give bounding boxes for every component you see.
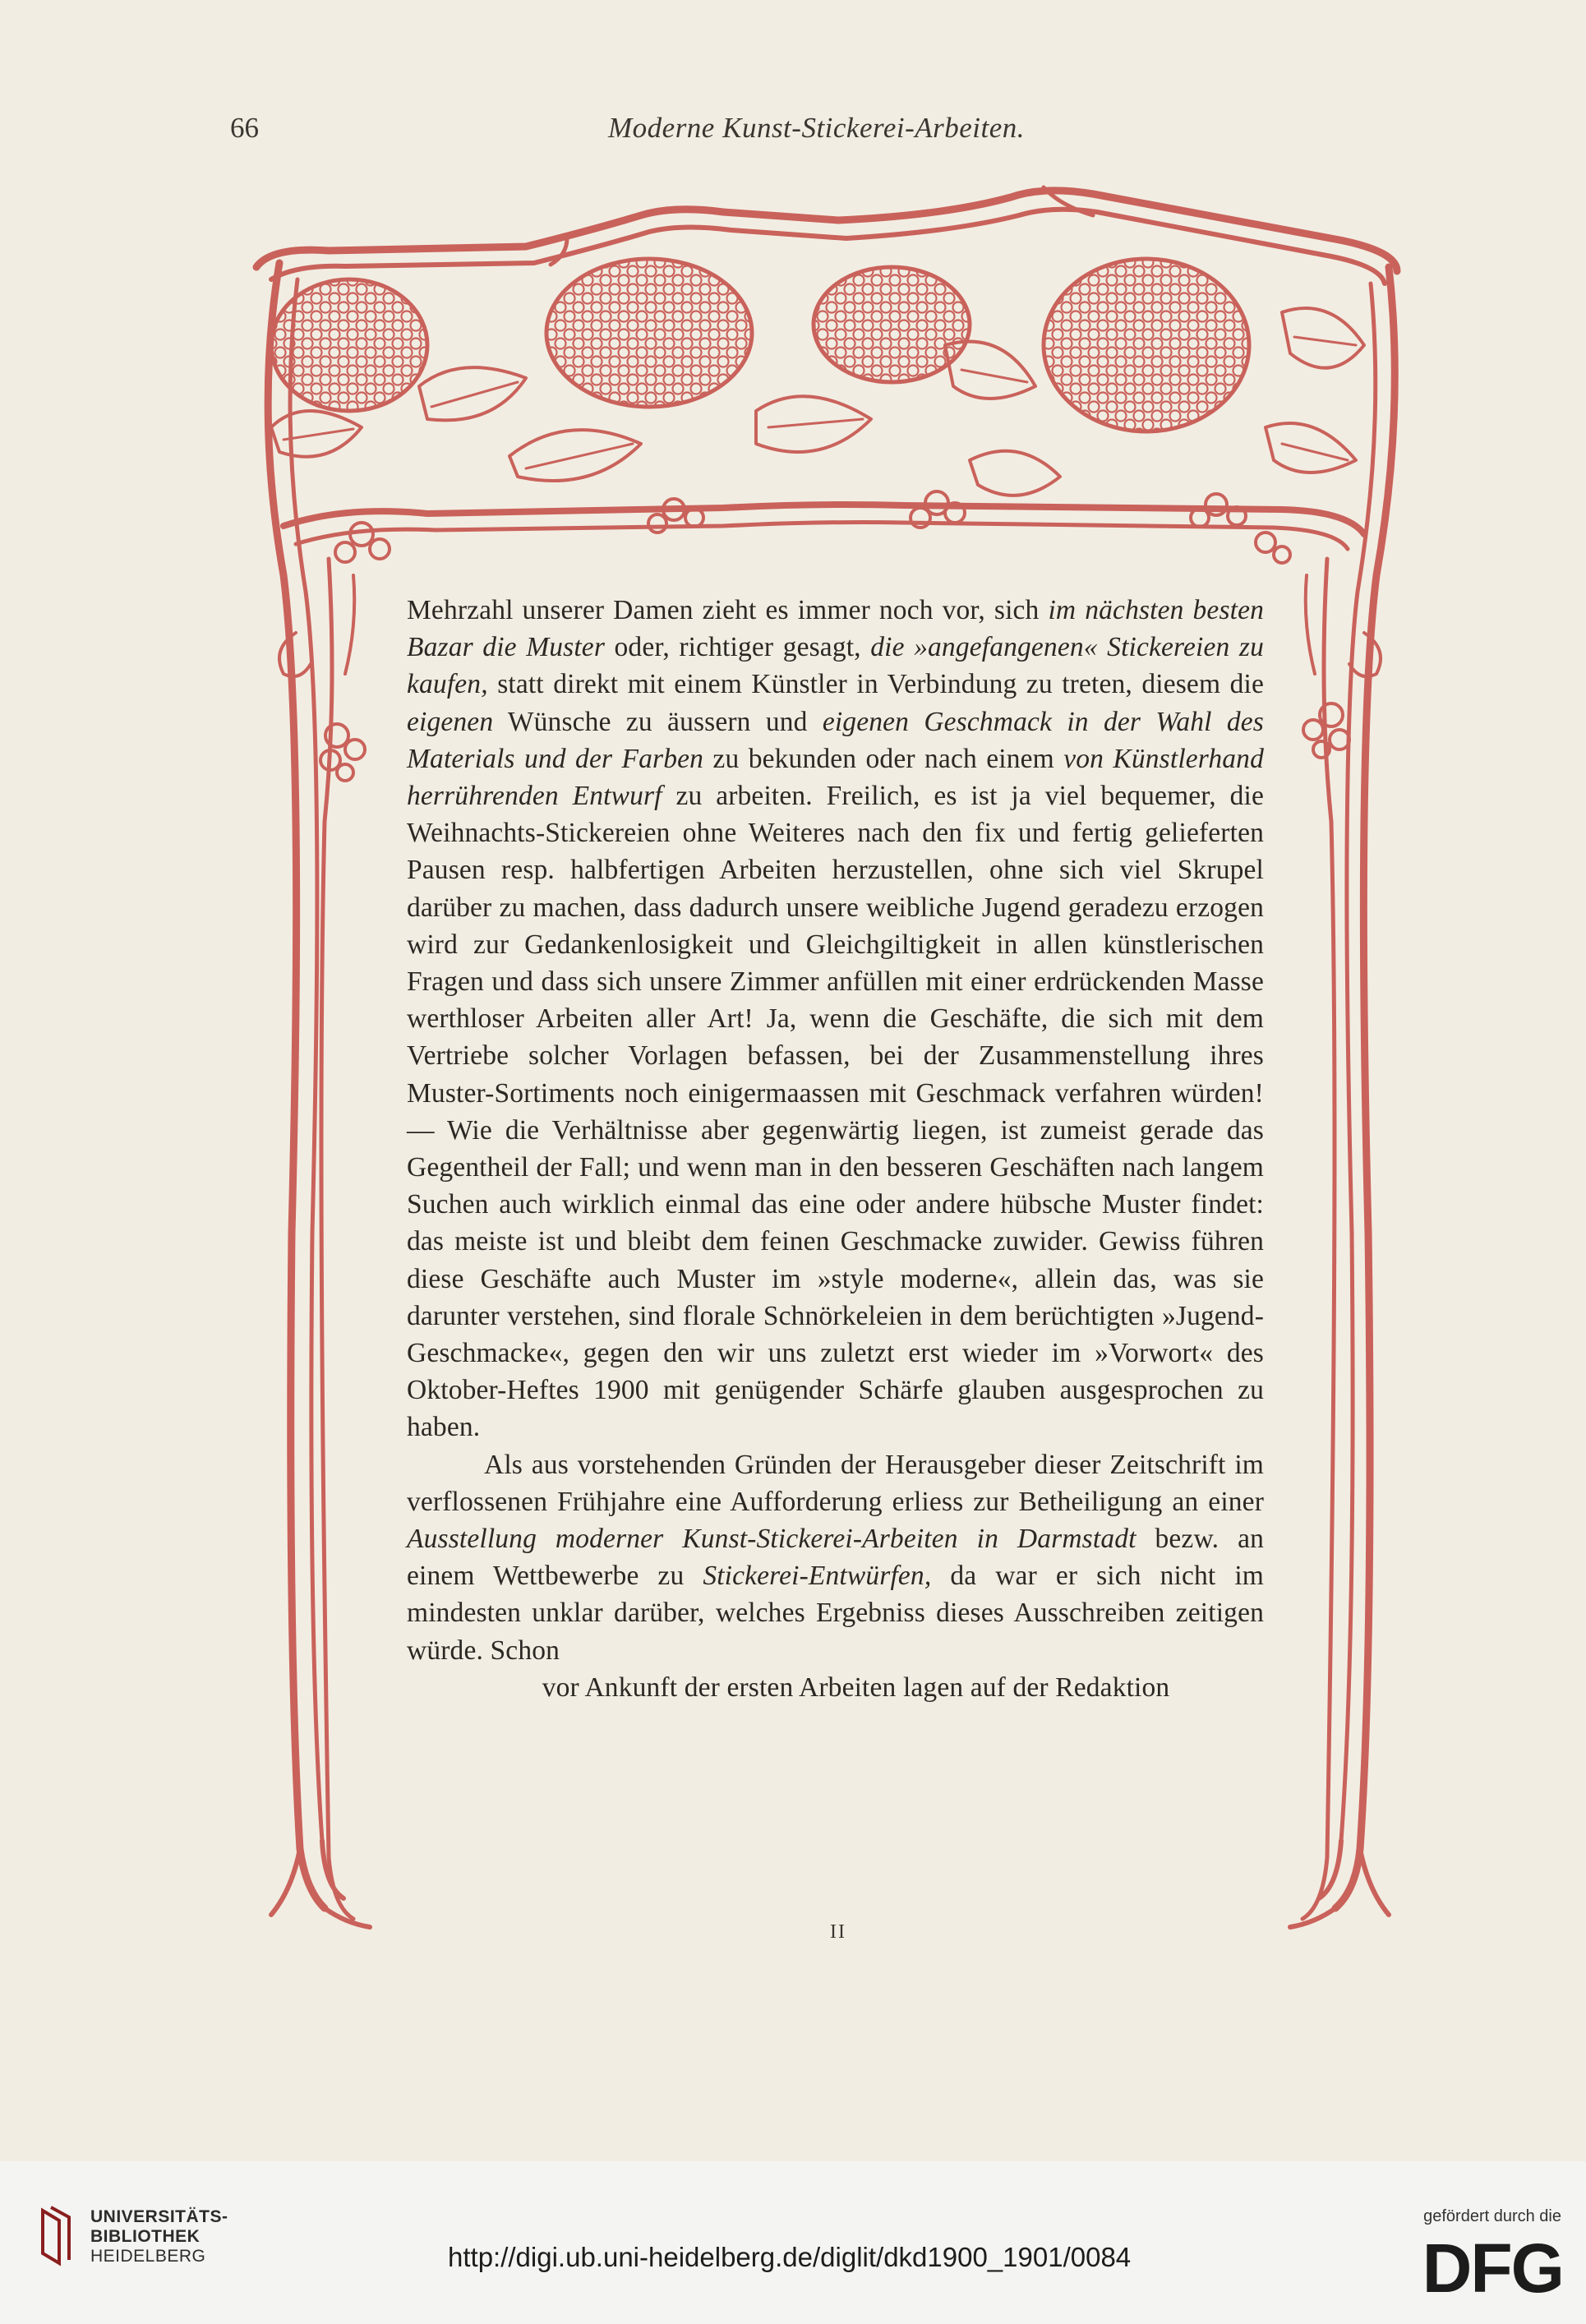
article-body xyxy=(407,592,1264,1706)
p1-run: zu arbeiten. Freilich, es ist ja viel bequemer, die Weihnachts-Stickereien ohne Weiteres nach den fix und fertig gelieferten Pausen resp. halbfertigen Arbeiten herzustellen, ohne sich viel Skrupel darüber zu machen, dass dadurch unsere weibliche Jugend geradezu erzogen wird zur Gedankenlosigkeit und Gleichgiltigkeit in allen künstlerischen Fragen und dass sich unsere Zimmer anfüllen mit einer erdrückenden Masse werthloser Arbeiten aller Art! Ja, wenn die Geschäfte, die sich mit dem Vertriebe solcher Vorlagen befassen, bei der Zusammenstellung ihres Muster-Sortiments noch einigermaassen mit Geschmack verfahren würden! — Wie die Verhältnisse aber gegenwärtig liegen, ist zumeist gerade das Gegentheil der Fall; und wenn man in den besseren Geschäften nach langem Suchen auch wirklich einmal das eine oder andere hübsche Muster findet: das meiste ist und bleibt dem feinen Geschmacke zuwider. Gewiss führen diese Geschäfte auch Muster im »style moderne«, allein das, was sie darunter verstehen, sind florale Schnörkeleien in dem berüchtigten »Jugend-Geschmacke«, gegen den wir uns zuletzt erst wieder im »Vorwort« des Oktober-Heftes 1900 mit genügender Schärfe glauben ausgesprochen zu haben. xyxy=(407,781,1264,1443)
p2-run: bezw. an einem Wettbewerbe zu xyxy=(407,1524,1264,1592)
p1-run: Wünsche zu äussern und xyxy=(493,706,823,737)
p2-run: Als aus vorstehenden Gründen der Herausgeber dieser Zeitschrift im verflossenen Frühjahre eine Aufforderung erliess zur Betheiligung an einer xyxy=(407,1449,1264,1517)
dfg-logo: DFG xyxy=(1422,2229,1563,2307)
p1-run: statt direkt mit einem Künstler in Verbindung zu treten, diesem die xyxy=(487,669,1264,700)
p1-run: oder, richtiger gesagt, xyxy=(605,632,871,663)
p1-run: von Künstlerhand herrührenden Entwurf xyxy=(407,743,1264,812)
p1-run: zu bekunden oder nach einem xyxy=(703,743,1064,774)
permalink[interactable]: http://digi.ub.uni-heidelberg.de/diglit/dkd1900_1901/0084 xyxy=(448,2242,1132,2272)
signature-mark: II xyxy=(830,1921,846,1943)
p1-run: eigenen xyxy=(407,706,494,737)
library-logo-icon xyxy=(36,2204,82,2270)
p1-run: im nächsten besten Bazar die Muster xyxy=(407,595,1265,663)
library-line-3: HEIDELBERG xyxy=(90,2247,206,2266)
library-line-2: BIBLIOTHEK xyxy=(90,2227,201,2246)
p1-run: eigenen Geschmack in der Wahl des Materials und der Farben xyxy=(407,706,1264,774)
library-line-1: UNIVERSITÄTS- xyxy=(90,2207,228,2226)
p1-run: die »angefangenen« Stickereien zu kaufen, xyxy=(407,632,1264,700)
page-number: 66 xyxy=(230,112,259,144)
paragraph-2-last-line: vor Ankunft der ersten Arbeiten lagen auf der Redaktion xyxy=(542,1672,1170,1703)
running-title: Moderne Kunst-Stickerei-Arbeiten. xyxy=(608,112,1025,144)
paragraph-2 xyxy=(407,1446,1264,1669)
paragraph-1 xyxy=(407,592,1264,1446)
footer-bar xyxy=(0,2161,1586,2324)
p2-run: Stickerei-Entwürfen, xyxy=(703,1561,932,1592)
p1-run: Mehrzahl unserer Damen zieht es immer noch vor, sich xyxy=(407,595,1049,625)
p2-run: Ausstellung moderner Kunst-Stickerei-Arbeiten in Darmstadt xyxy=(407,1524,1136,1555)
library-name xyxy=(90,2207,228,2266)
funding-label: gefördert durch die xyxy=(1423,2207,1561,2225)
p2-run: da war er sich nicht im mindesten unklar darüber, welches Ergebniss dieses Ausschreiben zeitigen würde. Schon xyxy=(407,1561,1264,1666)
